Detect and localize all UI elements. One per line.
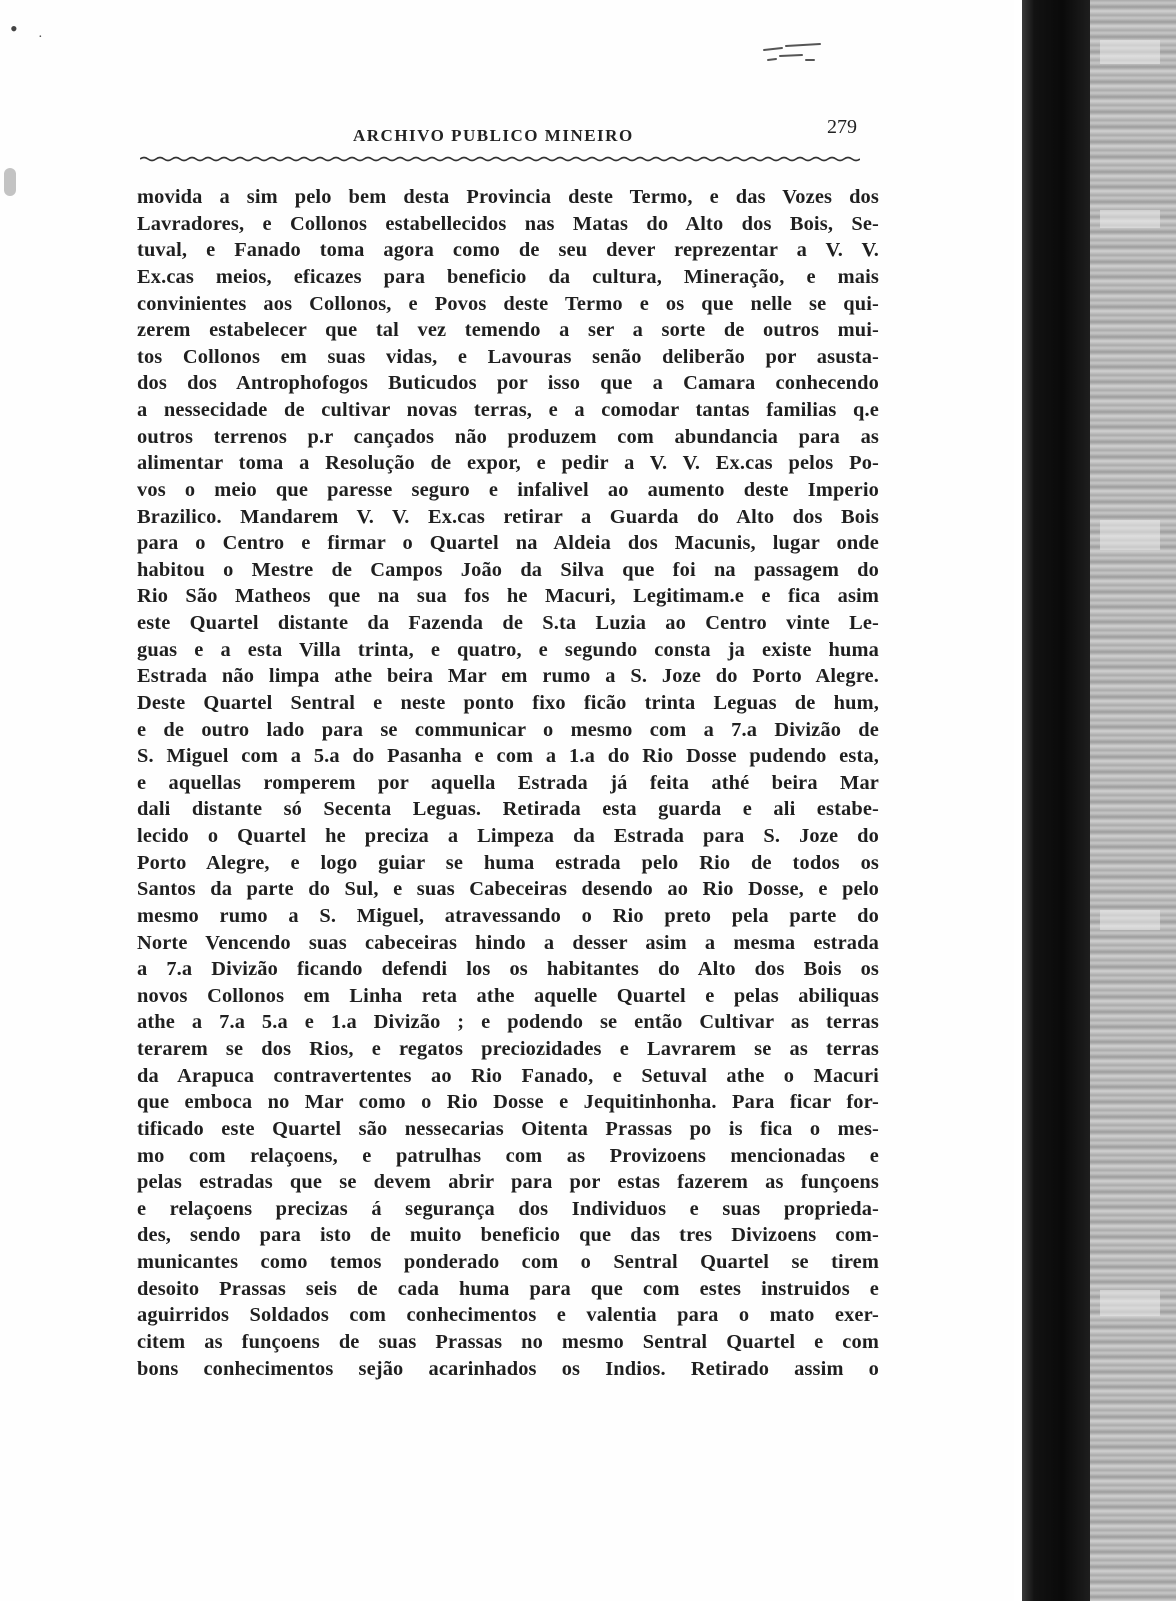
running-header [140, 116, 860, 160]
text-line: mesmo rumo a S. Miguel, atravessando o Rio preto pela parte do [137, 904, 879, 927]
book-binding-edge [1090, 0, 1176, 1601]
text-line: mo com relaçoens, e patrulhas com as Provizoens mencionadas e [137, 1144, 879, 1167]
text-line: a 7.a Divizão ficando defendi los os habitantes do Alto dos Bois os [137, 958, 879, 981]
text-line: convinientes aos Collonos, e Povos deste Termo e os que nelle se qui- [137, 292, 879, 315]
binding-speck [1100, 1290, 1160, 1316]
text-line: dali distante só Secenta Leguas. Retirada esta guarda e ali estabe- [137, 798, 879, 821]
binding-speck [1100, 210, 1160, 228]
text-line: e aquellas romperem por aquella Estrada já feita athé beira Mar [137, 771, 879, 794]
text-line: habitou o Mestre de Campos João da Silva que foi na passagem do [137, 558, 879, 581]
text-line: tos Collonos em suas vidas, e Lavouras senão deliberão por asusta- [137, 345, 879, 368]
text-line: S. Miguel com a 5.a do Pasanha e com a 1.a do Rio Dosse pudendo esta, [137, 745, 879, 768]
text-line: Lavradores, e Collonos estabellecidos nas Matas do Alto dos Bois, Se- [137, 212, 879, 235]
text-line: da Arapuca contravertentes ao Rio Fanado, e Setuval athe o Macuri [137, 1064, 879, 1087]
text-line: municantes como temos ponderado com o Sentral Quartel se tirem [137, 1251, 879, 1273]
body-text [137, 184, 879, 1382]
text-line: Santos da parte do Sul, e suas Cabeceiras desendo ao Rio Dosse, e pelo [137, 878, 879, 901]
text-line: des, sendo para isto de muito beneficio que das tres Divizoens com- [137, 1224, 879, 1247]
text-line: pelas estradas que se devem abrir para por estas fazerem as funçoens [137, 1171, 879, 1194]
text-line: terarem se dos Rios, e regatos preciozidades e Lavrarem se as terras [137, 1038, 879, 1060]
text-line: Deste Quartel Sentral e neste ponto fixo ficão trinta Leguas de hum, [137, 691, 879, 714]
text-line: movida a sim pelo bem desta Provincia deste Termo, e das Vozes dos [137, 186, 879, 208]
binding-speck [1100, 40, 1160, 64]
book-binding-shadow [1022, 0, 1090, 1601]
running-title: ARCHIVO PUBLICO MINEIRO [353, 126, 634, 145]
ink-scribble [762, 38, 822, 66]
page-number: 279 [827, 116, 857, 138]
text-line: Rio São Matheos que na sua fos he Macuri, Legitimam.e e fica asim [137, 585, 879, 608]
binding-speck [1100, 520, 1160, 550]
text-line: bons conhecimentos sejão acarinhados os Indios. Retirado assim o [137, 1357, 879, 1380]
header-rule [140, 156, 860, 162]
scan-speck-mark: · [38, 30, 43, 45]
text-line: outros terrenos p.r cançados não produzem com abundancia para as [137, 425, 879, 448]
text-line: tificado este Quartel são nessecarias Oitenta Prassas po is fica o mes- [137, 1117, 879, 1140]
text-line: Ex.cas meios, eficazes para beneficio da cultura, Mineração, e mais [137, 265, 879, 288]
text-line: lecido o Quartel he preciza a Limpeza da Estrada para S. Joze do [137, 825, 879, 847]
scan-speck-mark: • [10, 16, 18, 41]
text-line: tuval, e Fanado toma agora como de seu dever reprezentar a V. V. [137, 239, 879, 262]
text-line: dos dos Antrophofogos Buticudos por isso que a Camara conhecendo [137, 372, 879, 395]
scan-smudge [4, 168, 16, 196]
text-line: desoito Prassas seis de cada huma para que com estes instruidos e [137, 1277, 879, 1300]
text-line: para o Centro e firmar o Quartel na Aldeia dos Macunis, lugar onde [137, 532, 879, 555]
binding-speck [1100, 910, 1160, 930]
text-line: athe a 7.a 5.a e 1.a Divizão ; e podendo se então Cultivar as terras [137, 1011, 879, 1034]
text-line: vos o meio que paresse seguro e infalivel ao aumento deste Imperio [137, 478, 879, 501]
text-line: zerem estabelecer que tal vez temendo a ser a sorte de outros mui- [137, 319, 879, 342]
text-line: que emboca no Mar como o Rio Dosse e Jequitinhonha. Para ficar for- [137, 1091, 879, 1114]
text-line: este Quartel distante da Fazenda de S.ta Luzia ao Centro vinte Le- [137, 612, 879, 634]
text-line: guas e a esta Villa trinta, e quatro, e segundo consta ja existe huma [137, 638, 879, 661]
text-line: Norte Vencendo suas cabeceiras hindo a desser asim a mesma estrada [137, 931, 879, 954]
text-line: Estrada não limpa athe beira Mar em rumo a S. Joze do Porto Alegre. [137, 665, 879, 688]
text-line: aguirridos Soldados com conhecimentos e valentia para o mato exer- [137, 1304, 879, 1327]
text-line: alimentar toma a Resolução de expor, e pedir a V. V. Ex.cas pelos Po- [137, 452, 879, 475]
text-line: novos Collonos em Linha reta athe aquelle Quartel e pelas abiliquas [137, 984, 879, 1007]
text-line: citem as funçoens de suas Prassas no mesmo Sentral Quartel e com [137, 1330, 879, 1353]
text-line: Porto Alegre, e logo guiar se huma estrada pelo Rio de todos os [137, 851, 879, 874]
text-line: e de outro lado para se communicar o mesmo com a 7.a Divizão de [137, 718, 879, 741]
text-line: Brazilico. Mandarem V. V. Ex.cas retirar a Guarda do Alto dos Bois [137, 505, 879, 528]
text-line: e relaçoens precizas á segurança dos Individuos e suas proprieda- [137, 1197, 879, 1220]
text-line: a nessecidade de cultivar novas terras, e a comodar tantas familias q.e [137, 399, 879, 421]
